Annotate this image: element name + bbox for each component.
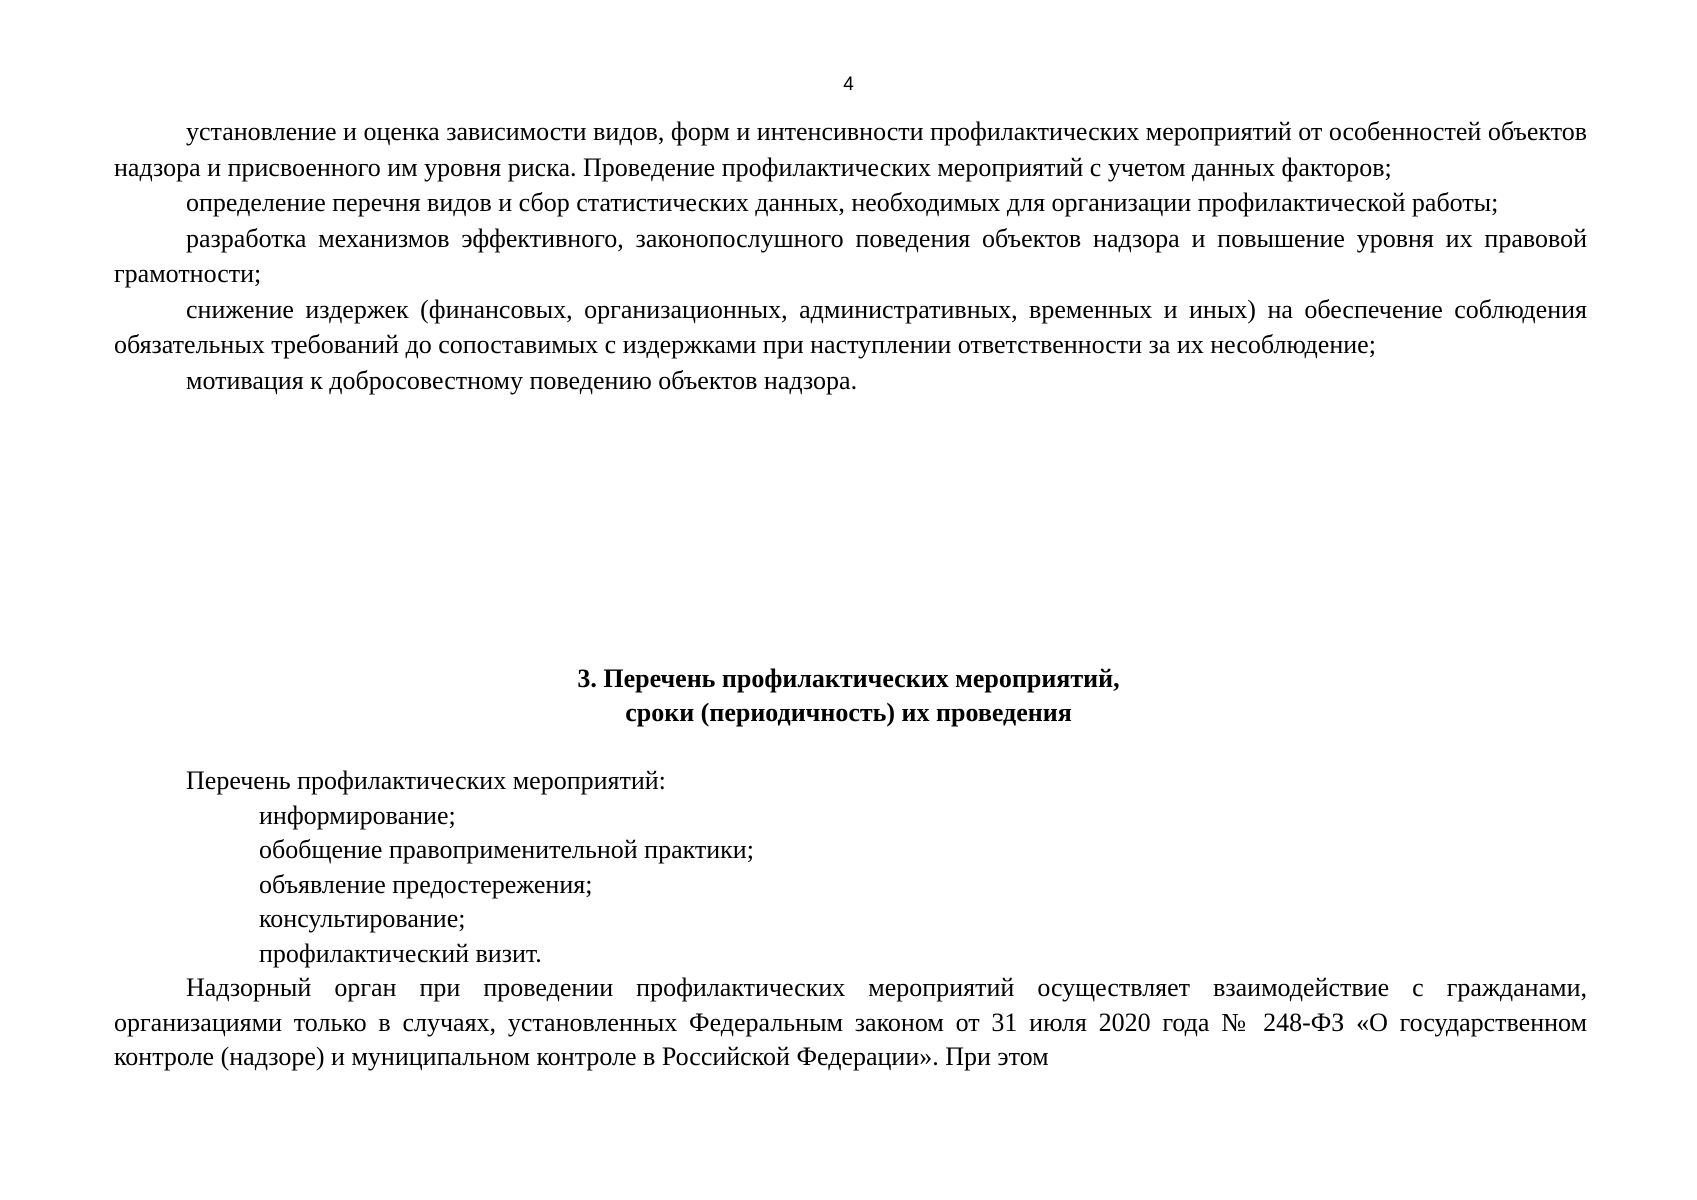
paragraph-statistics: определение перечня видов и сбор статистических данных, необходимых для организации профилактической работы; xyxy=(186,188,1499,217)
paragraph-mechanisms: разработка механизмов эффективного, законопослушного поведения объектов надзора и повышение уровня их правовой грамотности; xyxy=(114,223,1587,288)
page-number: 4 xyxy=(843,74,854,95)
section-heading xyxy=(0,662,1697,730)
list-item-informing: информирование; xyxy=(259,800,456,830)
intro-paragraphs xyxy=(114,114,1587,398)
list-item-consulting: консультирование; xyxy=(259,904,466,933)
list-item-practice-summary: обобщение правоприменительной практики; xyxy=(259,835,754,864)
section-heading-line-1: 3. Перечень профилактических мероприятий, xyxy=(577,664,1120,693)
paragraph-cost-reduction: снижение издержек (финансовых, организационных, административных, временных и иных) на обеспечение соблюдения обязательных требований до сопоставимых с издержками при наступлении ответственности за их несоблюдение; xyxy=(114,294,1587,359)
paragraph-motivation: мотивация к добросовестному поведению объектов надзора. xyxy=(186,365,858,395)
closing-paragraph xyxy=(114,971,1587,1075)
list-item-preventive-visit: профилактический визит. xyxy=(259,938,542,968)
measures-list-intro: Перечень профилактических мероприятий: xyxy=(186,766,666,795)
list-item-warning: объявление предостережения; xyxy=(259,869,593,899)
section-heading-line-2: сроки (периодичность) их проведения xyxy=(625,698,1072,727)
closing-paragraph-text: Надзорный орган при проведении профилактических мероприятий осуществляет взаимодействие с гражданами, организациями только в случаях, установленных Федеральным законом от 31 июля 2020 года № 248-ФЗ «О государственном контроле (надзоре) и муниципальном контроле в Российской Федерации». При этом xyxy=(114,973,1587,1071)
measures-section xyxy=(114,764,1587,1075)
measures-list xyxy=(114,799,1587,972)
paragraph-risk-assessment: установление и оценка зависимости видов, форм и интенсивности профилактических мероприятий от особенностей объектов надзора и присвоенного им уровня риска. Проведение профилактических мероприятий с учетом данных факторов; xyxy=(114,117,1587,182)
